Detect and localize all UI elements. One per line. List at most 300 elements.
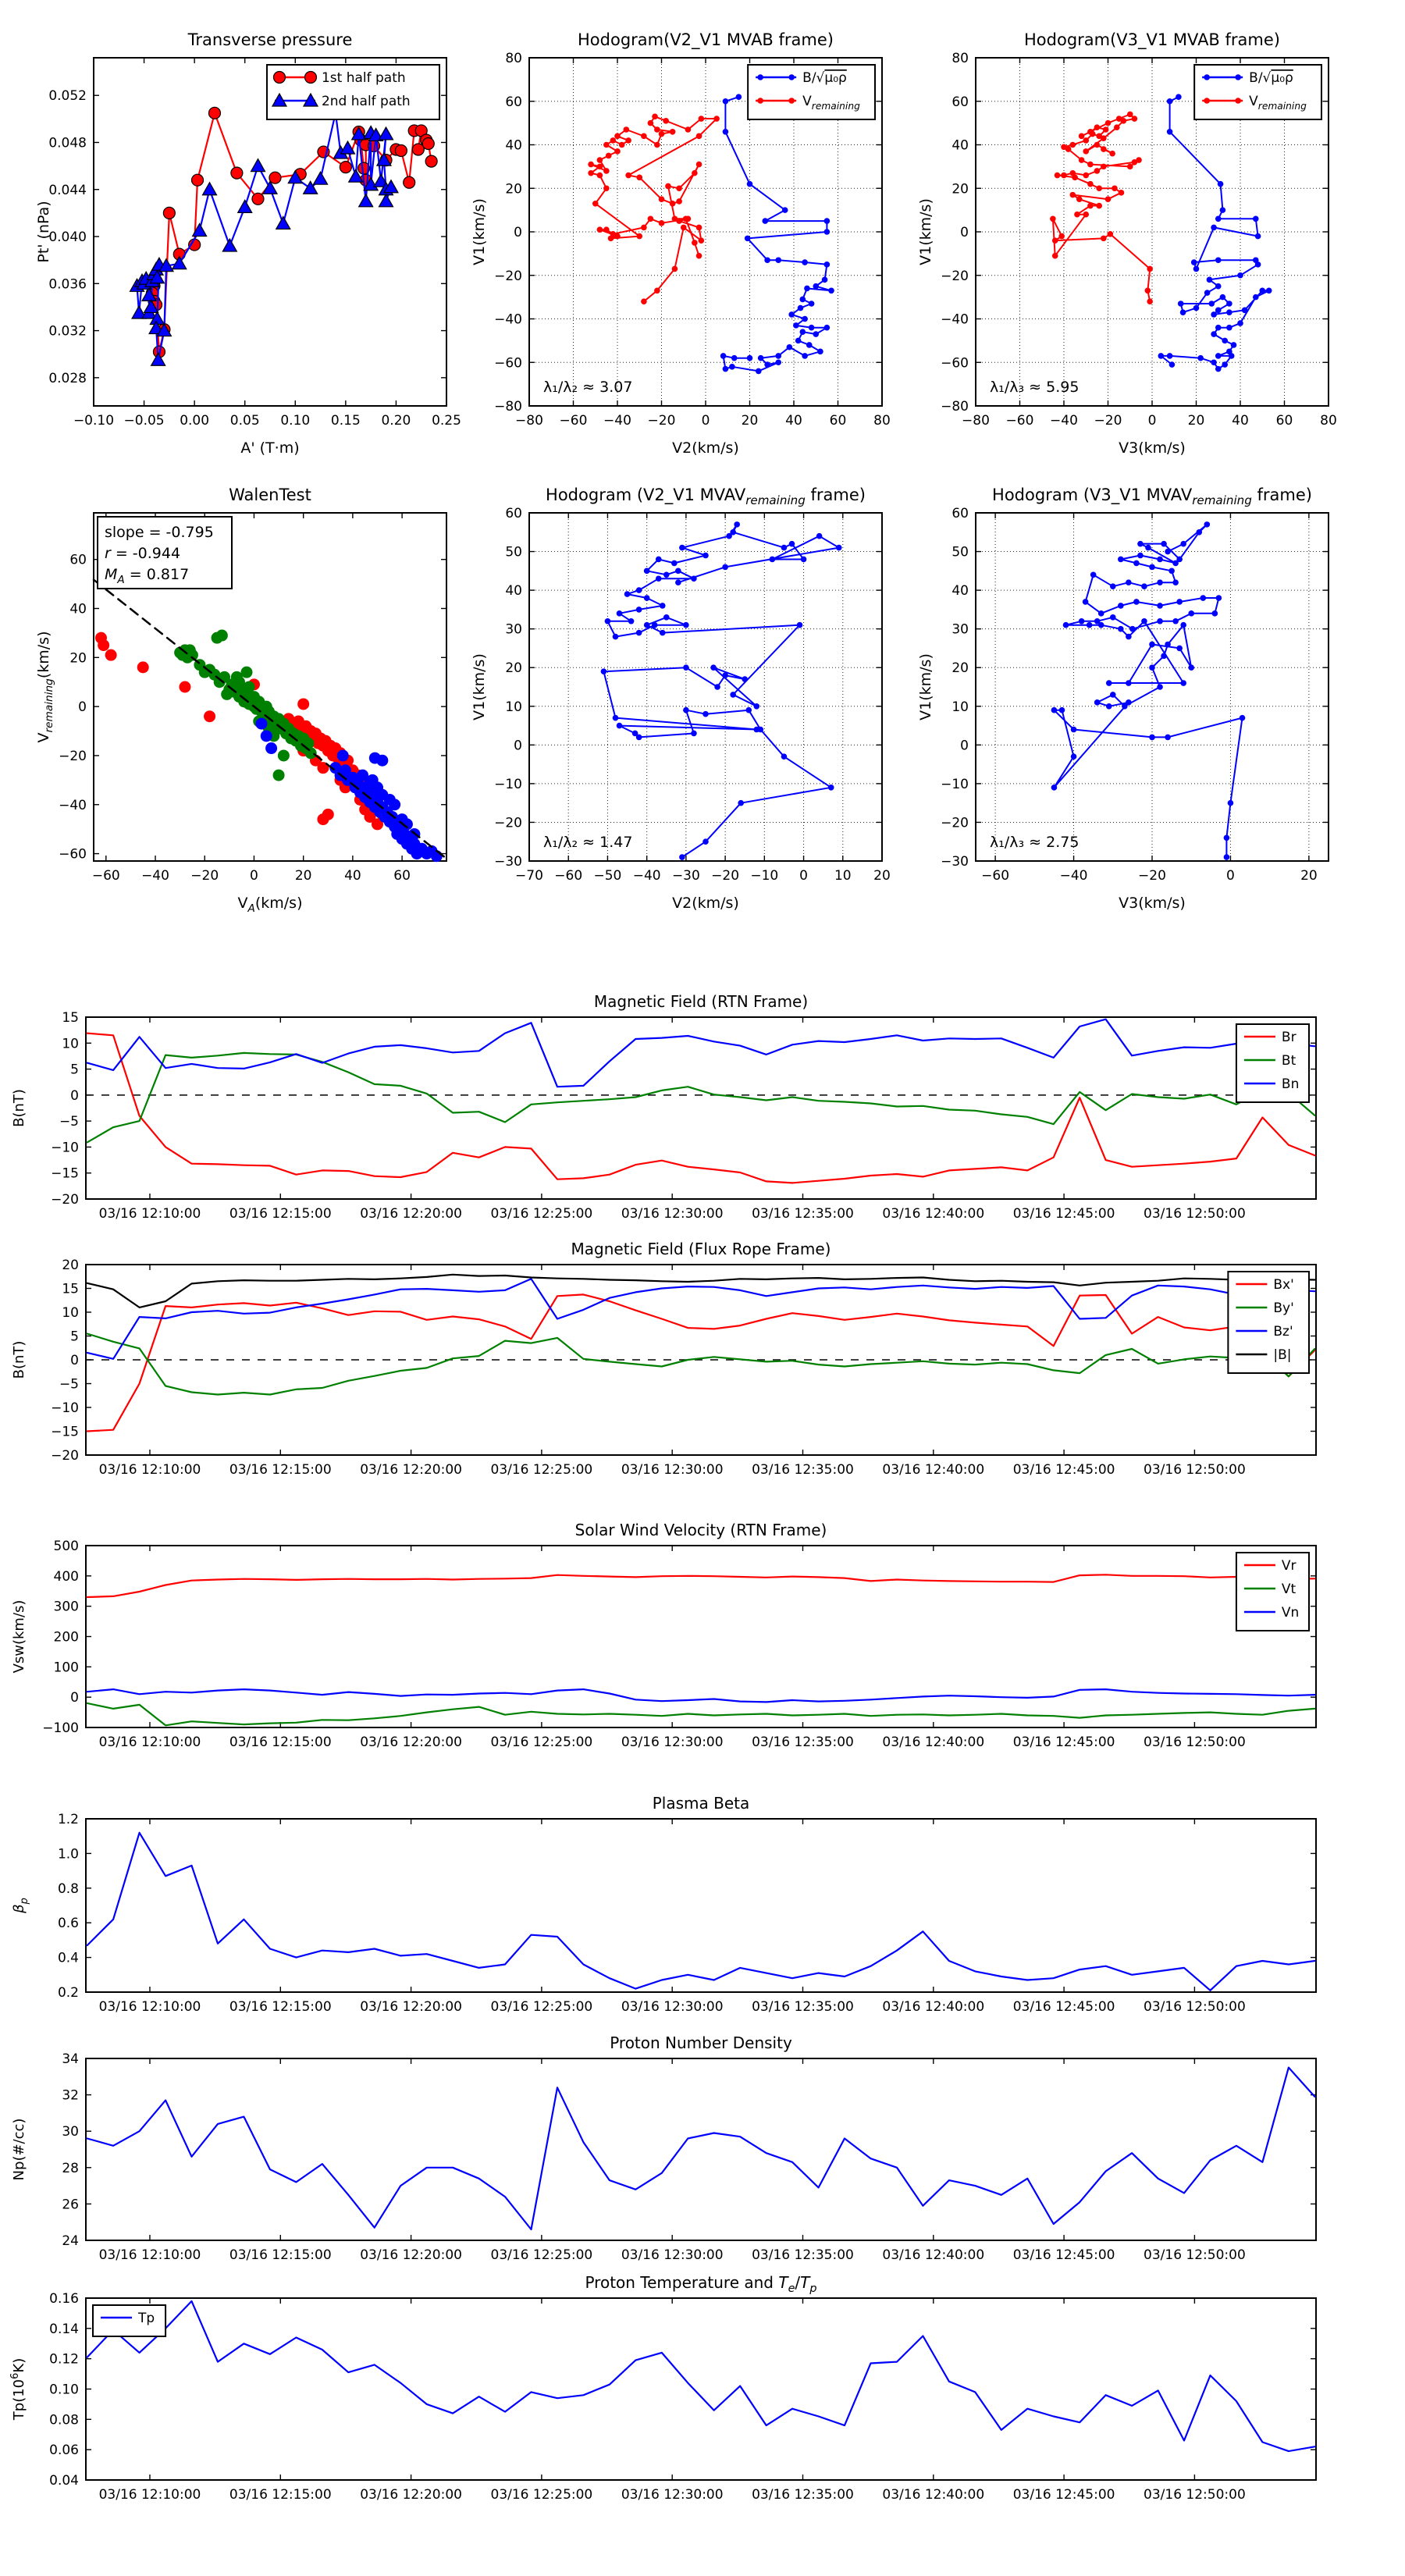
x-tick-label: 03/16 12:15:00 — [229, 1206, 332, 1222]
x-tick-label: 03/16 12:45:00 — [1012, 1462, 1115, 1478]
x-axis-label: $V_A(km/s)$ — [237, 895, 303, 915]
legend — [1194, 65, 1321, 119]
x-tick-label: 03/16 12:30:00 — [621, 1999, 724, 2015]
x-tick-label: 03/16 12:45:00 — [1012, 1999, 1115, 2015]
chart-title: Magnetic Field (RTN Frame) — [593, 992, 809, 1011]
y-tick-label: −20 — [51, 1448, 79, 1464]
lambda-annotation: λ₁/λ₃ ≈ 2.75 — [990, 834, 1080, 851]
y-tick-label: 0 — [70, 1087, 79, 1104]
x-tick-label: 03/16 12:45:00 — [1012, 2247, 1115, 2263]
plot-proton-temperature — [0, 2272, 1405, 2525]
x-tick-label: 03/16 12:40:00 — [882, 1999, 985, 2015]
y-tick-label: 0 — [70, 1353, 79, 1368]
x-tick-label: 03/16 12:25:00 — [490, 1735, 593, 1750]
y-axis-label: V1(km/s) — [917, 653, 934, 720]
y-tick-label: −80 — [494, 399, 522, 415]
y-tick-label: −10 — [494, 776, 522, 792]
x-tick-label: 03/16 12:50:00 — [1144, 1735, 1246, 1750]
x-tick-label: 03/16 12:40:00 — [882, 1735, 985, 1750]
fit-stats-box — [98, 517, 232, 589]
x-tick-label: 03/16 12:50:00 — [1144, 1462, 1246, 1478]
plot-magnetic-field-fluxrope — [0, 1238, 1405, 1500]
plot-magnetic-field-rtn — [0, 991, 1405, 1244]
series-B-alfven — [720, 94, 834, 374]
series-Tp — [87, 2301, 1315, 2451]
x-tick-label: 03/16 12:40:00 — [882, 2487, 985, 2503]
x-tick-label: 03/16 12:15:00 — [229, 1735, 332, 1750]
plot-hodogram-v3v1-mvav-svg — [917, 480, 1370, 917]
y-tick-label: −10 — [51, 1400, 79, 1416]
plot-hodogram-v3v1-mvab — [917, 25, 1370, 462]
y-tick-label: 10 — [505, 699, 522, 715]
legend-label: Bt — [1281, 1053, 1297, 1069]
x-tick-label: −60 — [981, 868, 1010, 884]
x-tick-label: −40 — [603, 413, 631, 429]
series-scatter-red — [95, 632, 388, 831]
series-beta-p — [87, 1833, 1315, 1991]
plot-hodogram-v3v1-mvab-svg — [917, 25, 1370, 462]
x-tick-label: 80 — [1320, 413, 1337, 429]
legend-label: B/√μ₀ρ — [1249, 70, 1293, 86]
y-tick-label: −20 — [494, 268, 522, 284]
x-tick-label: 03/16 12:30:00 — [621, 2487, 724, 2503]
series-1st-half-path — [146, 107, 437, 358]
y-tick-label: 10 — [62, 1036, 79, 1052]
y-tick-label: 0 — [960, 738, 969, 754]
y-axis-label: V1(km/s) — [471, 653, 488, 720]
x-tick-label: −80 — [962, 413, 990, 429]
y-tick-label: 0.2 — [57, 1985, 79, 2001]
x-tick-label: 80 — [873, 413, 891, 429]
y-tick-label: 40 — [951, 137, 969, 154]
plot-walen-test — [35, 480, 488, 917]
y-tick-label: 20 — [951, 660, 969, 677]
y-axis-label: $\beta_p$ — [11, 1898, 30, 1913]
y-tick-label: 28 — [62, 2160, 79, 2176]
y-tick-label: −20 — [494, 815, 522, 831]
series-scatter-green — [174, 630, 317, 781]
series-trace — [601, 521, 842, 860]
x-tick-label: 40 — [785, 413, 802, 429]
chart-title: Hodogram(V2_V1 MVAB frame) — [578, 30, 834, 49]
chart-title: Hodogram (V2_V1 $MVAV_{remaining}$ frame) — [546, 486, 866, 507]
chart-title: Hodogram (V3_V1 $MVAV_{remaining}$ frame) — [992, 486, 1312, 507]
x-tick-label: 03/16 12:25:00 — [490, 2247, 593, 2263]
x-tick-label: 03/16 12:45:00 — [1012, 1206, 1115, 1222]
x-tick-label: −60 — [1005, 413, 1034, 429]
x-tick-label: −40 — [141, 868, 169, 884]
y-tick-label: 0.12 — [49, 2351, 79, 2368]
y-tick-label: 20 — [951, 181, 969, 197]
x-tick-label: 03/16 12:30:00 — [621, 1206, 724, 1222]
y-tick-label: 0.028 — [48, 370, 87, 386]
chart-title: WalenTest — [229, 486, 311, 504]
x-axis-label: V3(km/s) — [1119, 439, 1186, 457]
legend-label: Vt — [1281, 1582, 1297, 1597]
x-tick-label: 20 — [1300, 868, 1318, 884]
legend — [1228, 1272, 1309, 1373]
legend — [267, 65, 439, 119]
x-tick-label: 03/16 12:45:00 — [1012, 1735, 1115, 1750]
plot-hodogram-v2v1-mvav — [471, 480, 923, 917]
x-tick-label: 03/16 12:50:00 — [1144, 2487, 1246, 2503]
x-tick-label: −20 — [190, 868, 219, 884]
y-tick-label: −20 — [51, 1192, 79, 1208]
x-tick-label: 03/16 12:15:00 — [229, 1462, 332, 1478]
x-tick-label: −20 — [1094, 413, 1122, 429]
x-tick-label: 03/16 12:40:00 — [882, 2247, 985, 2263]
x-tick-label: −60 — [559, 413, 588, 429]
series-B-alfven — [1158, 94, 1272, 372]
y-axis-label: $V_{remaining}(km/s)$ — [35, 631, 55, 743]
x-tick-label: 60 — [829, 413, 847, 429]
y-tick-label: −20 — [941, 815, 969, 831]
y-tick-label: −40 — [494, 311, 522, 328]
y-tick-label: 15 — [62, 1010, 79, 1026]
plot-solar-wind-velocity-svg — [0, 1519, 1405, 1773]
y-tick-label: 60 — [505, 94, 522, 110]
y-tick-label: 0.04 — [49, 2473, 79, 2489]
y-tick-label: 1.2 — [57, 1812, 79, 1827]
y-tick-label: 60 — [951, 506, 969, 521]
x-tick-label: 03/16 12:15:00 — [229, 2247, 332, 2263]
x-tick-label: 40 — [344, 868, 361, 884]
y-tick-label: 40 — [951, 583, 969, 600]
x-tick-label: 03/16 12:50:00 — [1144, 2247, 1246, 2263]
x-tick-label: 03/16 12:20:00 — [360, 2487, 462, 2503]
x-tick-label: 03/16 12:20:00 — [360, 1462, 462, 1478]
y-tick-label: −10 — [941, 776, 969, 792]
x-tick-label: 40 — [1232, 413, 1249, 429]
x-tick-label: 03/16 12:20:00 — [360, 1735, 462, 1750]
x-tick-label: 03/16 12:50:00 — [1144, 1999, 1246, 2015]
y-tick-label: 0 — [78, 699, 87, 716]
y-tick-label: 40 — [505, 137, 522, 154]
y-tick-label: 10 — [951, 699, 969, 715]
x-tick-label: 03/16 12:30:00 — [621, 2247, 724, 2263]
plot-proton-density — [0, 2032, 1405, 2286]
plot-transverse-pressure-svg — [35, 25, 488, 462]
series-2nd-half-path — [130, 106, 398, 365]
y-tick-label: −20 — [59, 748, 87, 764]
plot-plasma-beta-svg — [0, 1792, 1405, 2037]
x-tick-label: 03/16 12:10:00 — [98, 2247, 201, 2263]
x-tick-label: −10 — [750, 868, 779, 884]
x-tick-label: −60 — [91, 868, 120, 884]
series-Vr — [87, 1574, 1315, 1597]
y-tick-label: 80 — [951, 51, 969, 66]
y-tick-label: 60 — [951, 94, 969, 110]
y-tick-label: 30 — [505, 621, 522, 638]
fit-stats-line: slope = -0.795 — [105, 524, 214, 541]
x-tick-label: 20 — [294, 868, 312, 884]
x-tick-label: 03/16 12:10:00 — [98, 1462, 201, 1478]
x-tick-label: 60 — [393, 868, 411, 884]
series-Bz' — [87, 1279, 1315, 1359]
legend-label: By' — [1273, 1300, 1294, 1316]
y-tick-label: −60 — [59, 846, 87, 863]
y-tick-label: 0 — [960, 225, 969, 240]
x-tick-label: 03/16 12:30:00 — [621, 1462, 724, 1478]
y-tick-label: 0.044 — [48, 182, 87, 198]
series-By' — [87, 1334, 1315, 1395]
y-tick-label: 20 — [505, 660, 522, 677]
x-tick-label: −80 — [515, 413, 543, 429]
legend-label: Bn — [1281, 1076, 1300, 1092]
x-tick-label: 10 — [834, 868, 852, 884]
y-axis-label: $Tp(10^6K)$ — [9, 2357, 27, 2421]
x-tick-label: 03/16 12:15:00 — [229, 2487, 332, 2503]
y-tick-label: −15 — [51, 1424, 79, 1440]
series-trace — [1051, 521, 1246, 860]
series-|B| — [87, 1275, 1315, 1308]
y-tick-label: 50 — [505, 544, 522, 560]
y-tick-label: 15 — [62, 1281, 79, 1297]
x-tick-label: 03/16 12:50:00 — [1144, 1206, 1246, 1222]
x-tick-label: 03/16 12:20:00 — [360, 2247, 462, 2263]
x-tick-label: 03/16 12:10:00 — [98, 1206, 201, 1222]
x-tick-label: 03/16 12:40:00 — [882, 1462, 985, 1478]
x-tick-label: 03/16 12:10:00 — [98, 2487, 201, 2503]
x-tick-label: −40 — [632, 868, 661, 884]
plot-hodogram-v2v1-mvav-svg — [471, 480, 923, 917]
x-axis-label: V2(km/s) — [672, 895, 739, 912]
x-tick-label: −40 — [1050, 413, 1078, 429]
y-tick-label: 34 — [62, 2051, 79, 2067]
legend — [93, 2305, 165, 2336]
chart-title: Proton Temperature and $T_e/T_p$ — [585, 2273, 817, 2295]
fit-stats-line: r = -0.944 — [105, 545, 181, 562]
legend-label: $V_{remaining}$ — [1249, 94, 1307, 112]
y-tick-label: 0.048 — [48, 135, 87, 151]
x-tick-label: 0 — [250, 868, 258, 884]
y-tick-label: 30 — [951, 621, 969, 638]
y-tick-label: 300 — [53, 1599, 79, 1615]
x-tick-label: 03/16 12:25:00 — [490, 1462, 593, 1478]
x-tick-label: 60 — [1275, 413, 1293, 429]
x-tick-label: −0.10 — [73, 413, 115, 429]
chart-title: Hodogram(V3_V1 MVAB frame) — [1024, 30, 1280, 49]
y-tick-label: 0.14 — [49, 2321, 79, 2337]
series-Br — [87, 1034, 1315, 1183]
y-tick-label: −30 — [494, 854, 522, 870]
x-axis-label: A' (T·m) — [240, 439, 300, 457]
plot-proton-density-svg — [0, 2032, 1405, 2286]
series-Bn — [87, 1019, 1315, 1087]
series-Bt — [87, 1053, 1315, 1143]
x-tick-label: −70 — [515, 868, 543, 884]
y-tick-label: −60 — [494, 355, 522, 372]
plot-hodogram-v2v1-mvab — [471, 25, 923, 462]
y-tick-label: 20 — [62, 1258, 79, 1273]
y-tick-label: 10 — [62, 1305, 79, 1321]
y-tick-label: 0.4 — [57, 1950, 79, 1966]
y-axis-label: Pt' (nPa) — [35, 201, 52, 263]
y-tick-label: 5 — [70, 1062, 79, 1078]
x-tick-label: 03/16 12:40:00 — [882, 1206, 985, 1222]
y-tick-label: 0.032 — [48, 323, 87, 340]
y-tick-label: 0 — [514, 738, 522, 754]
plot-proton-temperature-svg — [0, 2272, 1405, 2525]
x-tick-label: 0.15 — [330, 413, 361, 429]
x-tick-label: 0 — [1226, 868, 1235, 884]
x-tick-label: −20 — [1138, 868, 1166, 884]
plot-hodogram-v2v1-mvab-svg — [471, 25, 923, 462]
y-tick-label: −20 — [941, 268, 969, 284]
chart-title: Transverse pressure — [187, 30, 353, 49]
x-tick-label: −40 — [1059, 868, 1088, 884]
plot-solar-wind-velocity — [0, 1519, 1405, 1773]
x-tick-label: −30 — [671, 868, 700, 884]
legend-label: $V_{remaining}$ — [802, 94, 860, 112]
fit-stats-line: $M_A = 0.817$ — [105, 566, 190, 586]
y-tick-label: −30 — [941, 854, 969, 870]
lambda-annotation: λ₁/λ₂ ≈ 3.07 — [543, 379, 633, 396]
x-tick-label: 03/16 12:15:00 — [229, 1999, 332, 2015]
x-tick-label: 03/16 12:20:00 — [360, 1206, 462, 1222]
y-tick-label: 40 — [69, 601, 87, 617]
y-tick-label: 50 — [951, 544, 969, 560]
legend-label: Vn — [1281, 1605, 1300, 1621]
x-tick-label: 0.10 — [280, 413, 311, 429]
x-tick-label: 03/16 12:25:00 — [490, 1999, 593, 2015]
x-tick-label: 0.00 — [180, 413, 210, 429]
x-tick-label: 03/16 12:10:00 — [98, 1999, 201, 2015]
series-Bx' — [87, 1294, 1315, 1431]
plot-walen-test-svg — [35, 480, 488, 917]
series-V-remaining — [588, 113, 720, 304]
y-tick-label: −60 — [941, 355, 969, 372]
y-axis-label: V1(km/s) — [917, 198, 934, 265]
x-tick-label: 0 — [799, 868, 808, 884]
y-tick-label: 200 — [53, 1629, 79, 1646]
x-tick-label: 03/16 12:10:00 — [98, 1735, 201, 1750]
x-tick-label: −0.05 — [123, 413, 165, 429]
x-tick-label: 0.25 — [432, 413, 461, 429]
x-tick-label: 03/16 12:35:00 — [752, 1206, 854, 1222]
x-tick-label: −20 — [711, 868, 740, 884]
x-axis-label: V2(km/s) — [672, 439, 739, 457]
legend-label: Bx' — [1273, 1277, 1294, 1293]
x-tick-label: 03/16 12:20:00 — [360, 1999, 462, 2015]
x-tick-label: 20 — [1187, 413, 1205, 429]
legend — [748, 65, 875, 119]
y-tick-label: 40 — [505, 583, 522, 600]
x-tick-label: −20 — [647, 413, 676, 429]
x-tick-label: 0 — [701, 413, 710, 429]
y-tick-label: 0.06 — [49, 2443, 79, 2459]
y-tick-label: −15 — [51, 1165, 79, 1182]
plot-plasma-beta — [0, 1792, 1405, 2037]
y-axis-label: V1(km/s) — [471, 198, 488, 265]
lambda-annotation: λ₁/λ₃ ≈ 5.95 — [990, 379, 1080, 396]
y-tick-label: 100 — [53, 1660, 79, 1676]
chart-title: Solar Wind Velocity (RTN Frame) — [574, 1521, 827, 1539]
x-tick-label: 20 — [873, 868, 891, 884]
y-tick-label: 1.0 — [57, 1846, 79, 1863]
y-tick-label: 80 — [505, 51, 522, 66]
y-tick-label: 0.040 — [48, 229, 87, 246]
series-fit-line — [94, 580, 446, 859]
x-tick-label: 03/16 12:25:00 — [490, 2487, 593, 2503]
series-V-remaining — [1050, 112, 1153, 304]
y-tick-label: −40 — [941, 311, 969, 328]
x-tick-label: −60 — [554, 868, 583, 884]
x-tick-label: 03/16 12:25:00 — [490, 1206, 593, 1222]
legend — [1236, 1553, 1309, 1631]
y-tick-label: 0 — [514, 225, 522, 240]
y-axis-label: Np(#/cc) — [11, 2118, 27, 2181]
y-tick-label: 20 — [69, 650, 87, 667]
y-tick-label: 24 — [62, 2233, 79, 2249]
x-tick-label: 03/16 12:35:00 — [752, 2247, 854, 2263]
y-tick-label: 60 — [69, 552, 87, 568]
y-tick-label: −80 — [941, 399, 969, 415]
y-axis-label: Vsw(km/s) — [11, 1599, 27, 1674]
plot-transverse-pressure — [35, 25, 488, 462]
x-tick-label: −50 — [593, 868, 622, 884]
plot-hodogram-v3v1-mvav — [917, 480, 1370, 917]
legend-label: Tp — [138, 2311, 155, 2326]
series-Vn — [87, 1689, 1315, 1702]
y-tick-label: 0.10 — [49, 2382, 79, 2398]
legend — [1236, 1024, 1309, 1102]
y-tick-label: 0.08 — [49, 2412, 79, 2428]
y-tick-label: −5 — [59, 1114, 79, 1130]
x-tick-label: 20 — [741, 413, 759, 429]
plot-magnetic-field-fluxrope-svg — [0, 1238, 1405, 1500]
legend-label: |B| — [1273, 1347, 1292, 1363]
y-tick-label: 0.8 — [57, 1880, 79, 1897]
y-tick-label: 20 — [505, 181, 522, 197]
y-tick-label: −100 — [42, 1720, 79, 1736]
chart-title: Magnetic Field (Flux Rope Frame) — [571, 1240, 831, 1258]
x-tick-label: 03/16 12:35:00 — [752, 1462, 854, 1478]
y-tick-label: 0 — [70, 1690, 79, 1706]
chart-title: Plasma Beta — [652, 1794, 750, 1813]
legend-label: Vr — [1281, 1558, 1297, 1574]
x-tick-label: 0 — [1147, 413, 1157, 429]
x-tick-label: 03/16 12:30:00 — [621, 1735, 724, 1750]
x-tick-label: 03/16 12:45:00 — [1012, 2487, 1115, 2503]
y-tick-label: 0.036 — [48, 276, 87, 293]
y-axis-label: B(nT) — [11, 1340, 27, 1379]
lambda-annotation: λ₁/λ₂ ≈ 1.47 — [543, 834, 633, 851]
y-tick-label: −10 — [51, 1140, 79, 1156]
x-tick-label: 03/16 12:35:00 — [752, 1999, 854, 2015]
series-Vt — [87, 1703, 1315, 1725]
y-tick-label: 26 — [62, 2197, 79, 2213]
x-axis-label: V3(km/s) — [1119, 895, 1186, 912]
legend-label: B/√μ₀ρ — [802, 70, 847, 86]
x-tick-label: 03/16 12:35:00 — [752, 2487, 854, 2503]
y-tick-label: −5 — [59, 1376, 79, 1393]
y-tick-label: 0.052 — [48, 88, 87, 105]
legend-label: Bz' — [1273, 1324, 1293, 1340]
y-tick-label: 60 — [505, 506, 522, 521]
y-tick-label: 0.16 — [49, 2291, 79, 2307]
y-tick-label: −40 — [59, 797, 87, 813]
y-tick-label: 400 — [53, 1568, 79, 1585]
legend-label: 1st half path — [321, 70, 406, 86]
y-tick-label: 5 — [70, 1329, 79, 1345]
series-Np — [87, 2068, 1315, 2229]
y-axis-label: B(nT) — [11, 1089, 27, 1127]
plot-magnetic-field-rtn-svg — [0, 991, 1405, 1244]
legend-label: Br — [1281, 1030, 1297, 1045]
chart-title: Proton Number Density — [610, 2033, 792, 2052]
legend-label: 2nd half path — [321, 94, 411, 109]
